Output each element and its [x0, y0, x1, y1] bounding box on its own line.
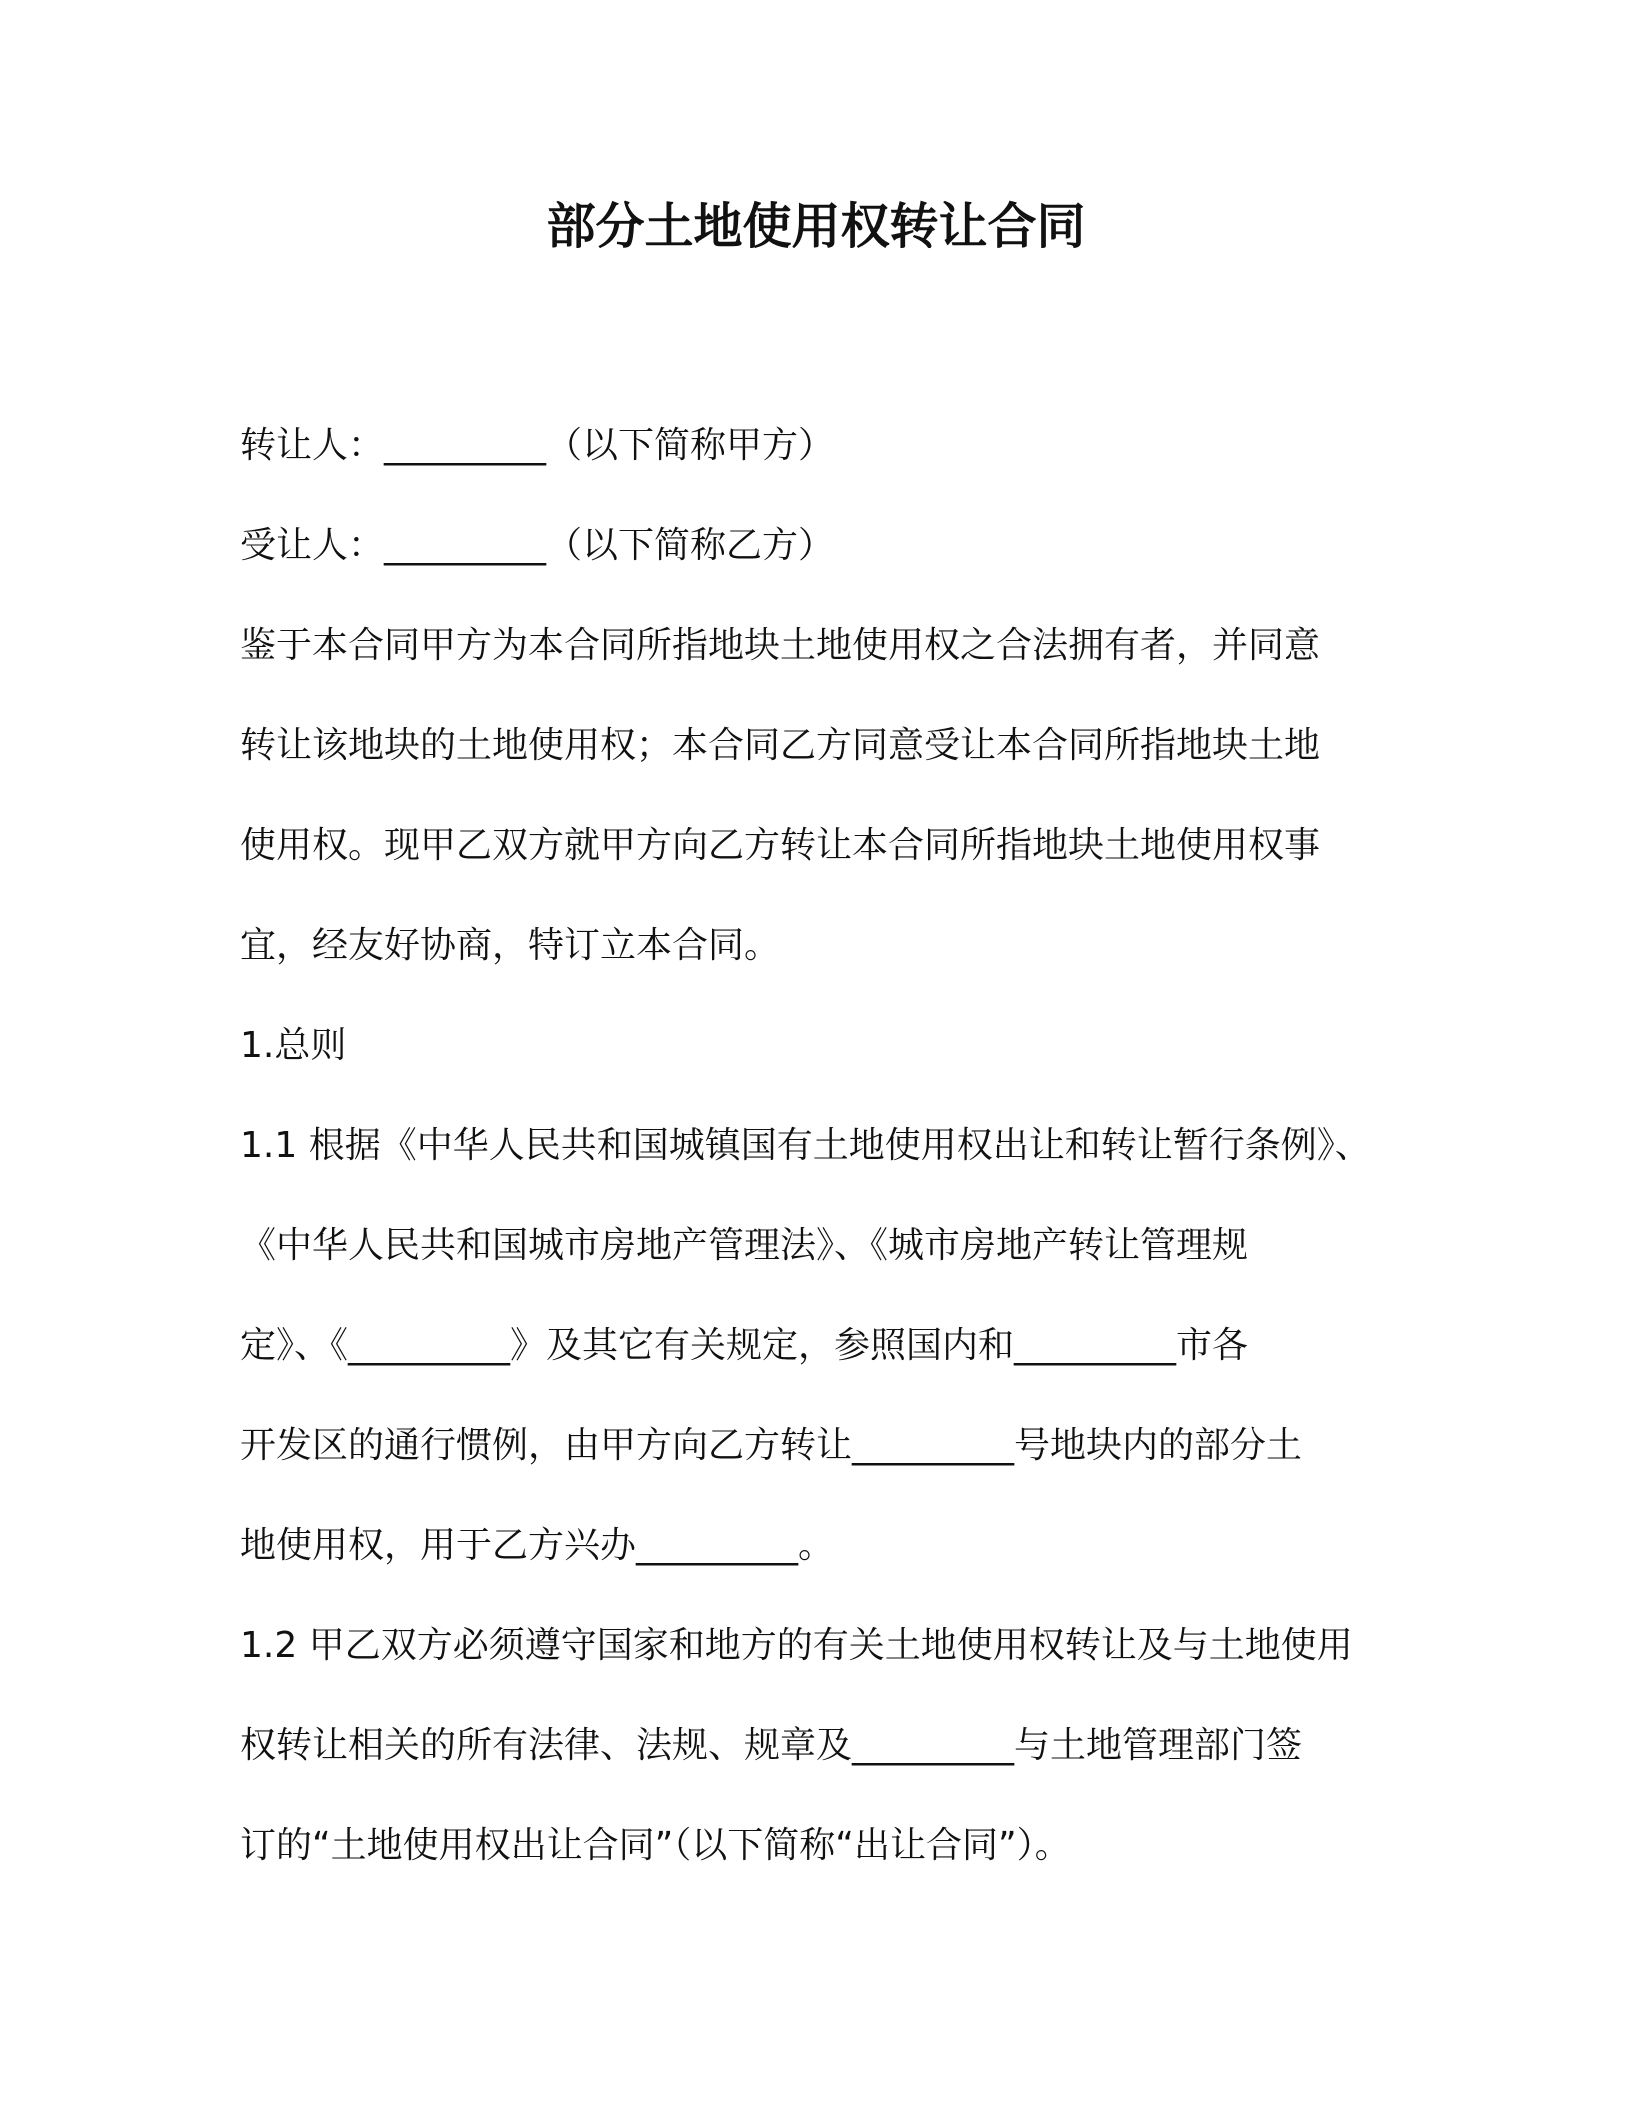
section-heading: 1.总则: [240, 1025, 347, 1066]
preamble-line: 宜，经友好协商，特订立本合同。: [240, 925, 781, 966]
document-title: 部分土地使用权转让合同: [546, 198, 1086, 255]
clause-1-1-line: 1.1 根据《中华人民共和国城镇国有土地使用权出让和转让暂行条例》、: [240, 1125, 1371, 1166]
preamble-line: 鉴于本合同甲方为本合同所指地块土地使用权之合法拥有者，并同意: [240, 625, 1321, 666]
preamble-line: 转让该地块的土地使用权；本合同乙方同意受让本合同所指地块土地: [240, 725, 1321, 766]
clause-1-1-line: 开发区的通行惯例，由甲方向乙方转让_________号地块内的部分土: [240, 1425, 1303, 1466]
transferor-line: 转让人：_________（以下简称甲方）: [240, 425, 835, 466]
clause-1-1-line: 《中华人民共和国城市房地产管理法》、《城市房地产转让管理规: [240, 1225, 1249, 1266]
preamble-line: 使用权。现甲乙双方就甲方向乙方转让本合同所指地块土地使用权事: [240, 825, 1321, 866]
clause-1-2-line: 1.2 甲乙双方必须遵守国家和地方的有关土地使用权转让及与土地使用: [240, 1625, 1353, 1666]
clause-1-2-line: 权转让相关的所有法律、法规、规章及_________与土地管理部门签: [240, 1725, 1303, 1766]
clause-1-2-line: 订的“土地使用权出让合同”（以下简称“出让合同”）。: [240, 1825, 1071, 1866]
transferee-line: 受让人：_________（以下简称乙方）: [240, 525, 835, 566]
clause-1-1-line: 定》、《_________》及其它有关规定，参照国内和_________市各: [240, 1325, 1249, 1366]
clause-1-1-line: 地使用权，用于乙方兴办_________。: [240, 1525, 835, 1566]
